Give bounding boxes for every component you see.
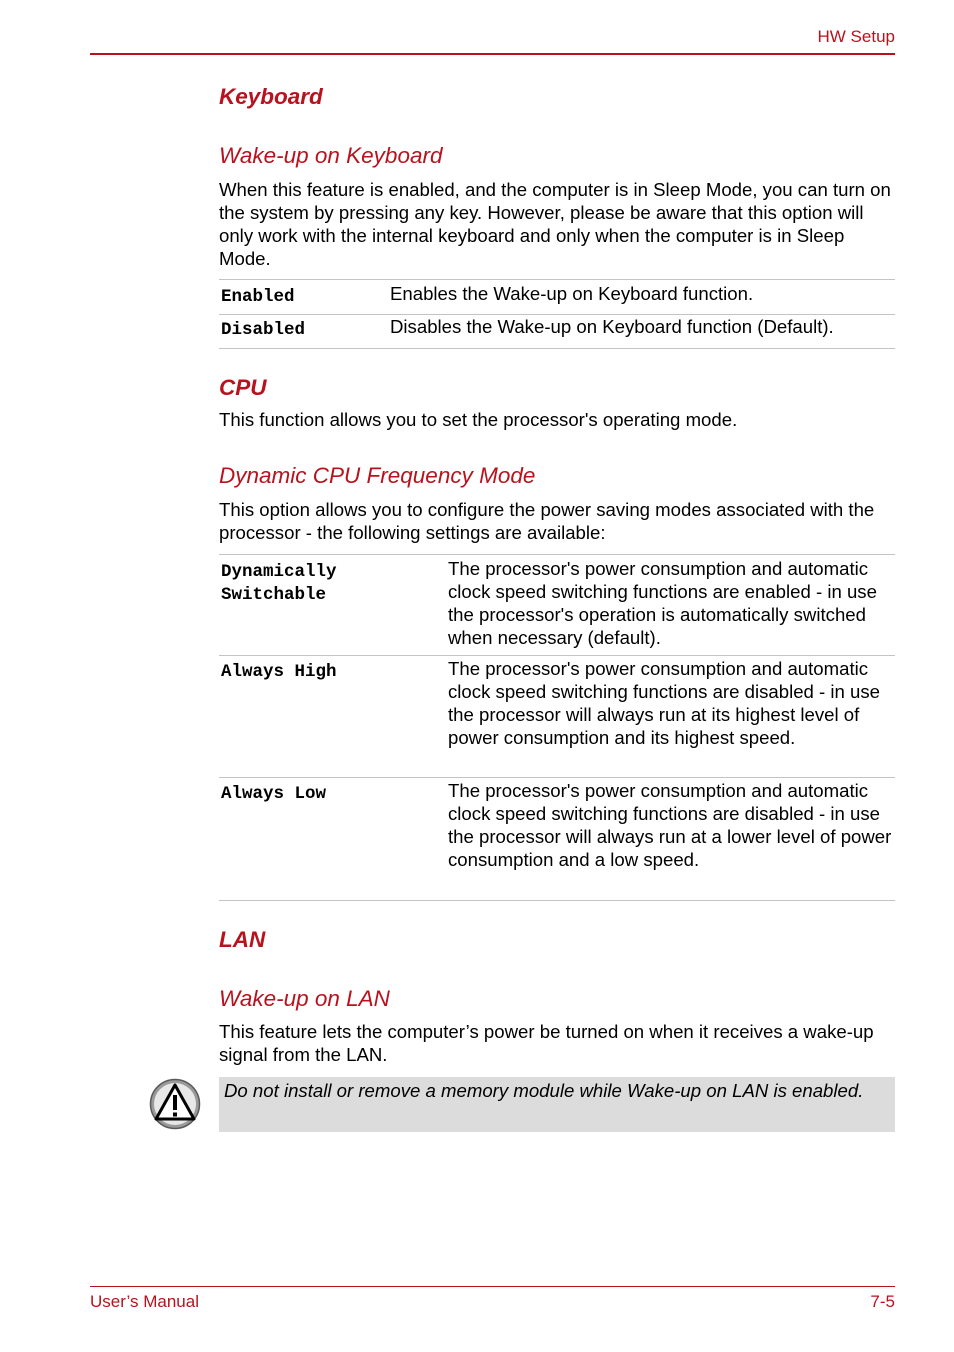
option-key: Enabled [221,287,295,307]
option-description: The processor's power consumption and automatic clock speed switching functions are disabled - in use the processor will always run at a lower level of power consumption and a low speed. [448,780,892,870]
option-description: Enables the Wake-up on Keyboard function. [390,283,754,304]
warning-note [219,1077,895,1132]
option-key: Always Low [221,784,327,804]
cpu-options-table [219,554,895,901]
warning-note-text: Do not install or remove a memory module while Wake-up on LAN is enabled. [224,1080,864,1101]
cpu-heading: CPU [219,375,267,400]
table-row [219,280,895,315]
warning-icon [149,1078,201,1130]
page-number: 7-5 [870,1292,895,1311]
wakeup-keyboard-description: When this feature is enabled, and the computer is in Sleep Mode, you can turn on the system by pressing any key. However, please be aware that this option will only work with the internal keyboard and only when the computer is in Sleep Mode. [219,179,891,269]
table-row [219,315,895,349]
dynamic-cpu-description: This option allows you to configure the power saving modes associated with the processor - the following settings are available: [219,499,875,543]
wakeup-keyboard-heading: Wake-up on Keyboard [219,143,443,168]
option-description: Disables the Wake-up on Keyboard function (Default). [390,316,834,337]
keyboard-heading: Keyboard [219,84,323,109]
option-description: The processor's power consumption and automatic clock speed switching functions are disabled - in use the processor will always run at its highest level of power consumption and its highest speed. [448,658,881,748]
wakeup-lan-heading: Wake-up on LAN [219,986,390,1011]
option-key-line: Dynamically [221,562,337,582]
table-row [219,555,895,656]
option-key-line: Switchable [221,585,327,605]
option-key: Always High [221,662,337,682]
option-description: The processor's power consumption and automatic clock speed switching functions are enabled - in use the processor's operation is automatically switched when necessary (default). [448,558,877,648]
wakeup-lan-description: This feature lets the computer’s power be turned on when it receives a wake-up signal from the LAN. [219,1021,874,1065]
footer-manual-title: User’s Manual [90,1292,199,1311]
option-key [221,561,337,607]
table-row [219,778,895,901]
option-key: Disabled [221,320,306,340]
cpu-description: This function allows you to set the processor's operating mode. [219,409,738,430]
table-row [219,656,895,778]
running-header: HW Setup [817,27,895,46]
keyboard-options-table [219,279,895,349]
lan-heading: LAN [219,927,266,952]
footer-rule [90,1286,895,1287]
dynamic-cpu-heading: Dynamic CPU Frequency Mode [219,463,536,488]
header-rule [90,53,895,55]
